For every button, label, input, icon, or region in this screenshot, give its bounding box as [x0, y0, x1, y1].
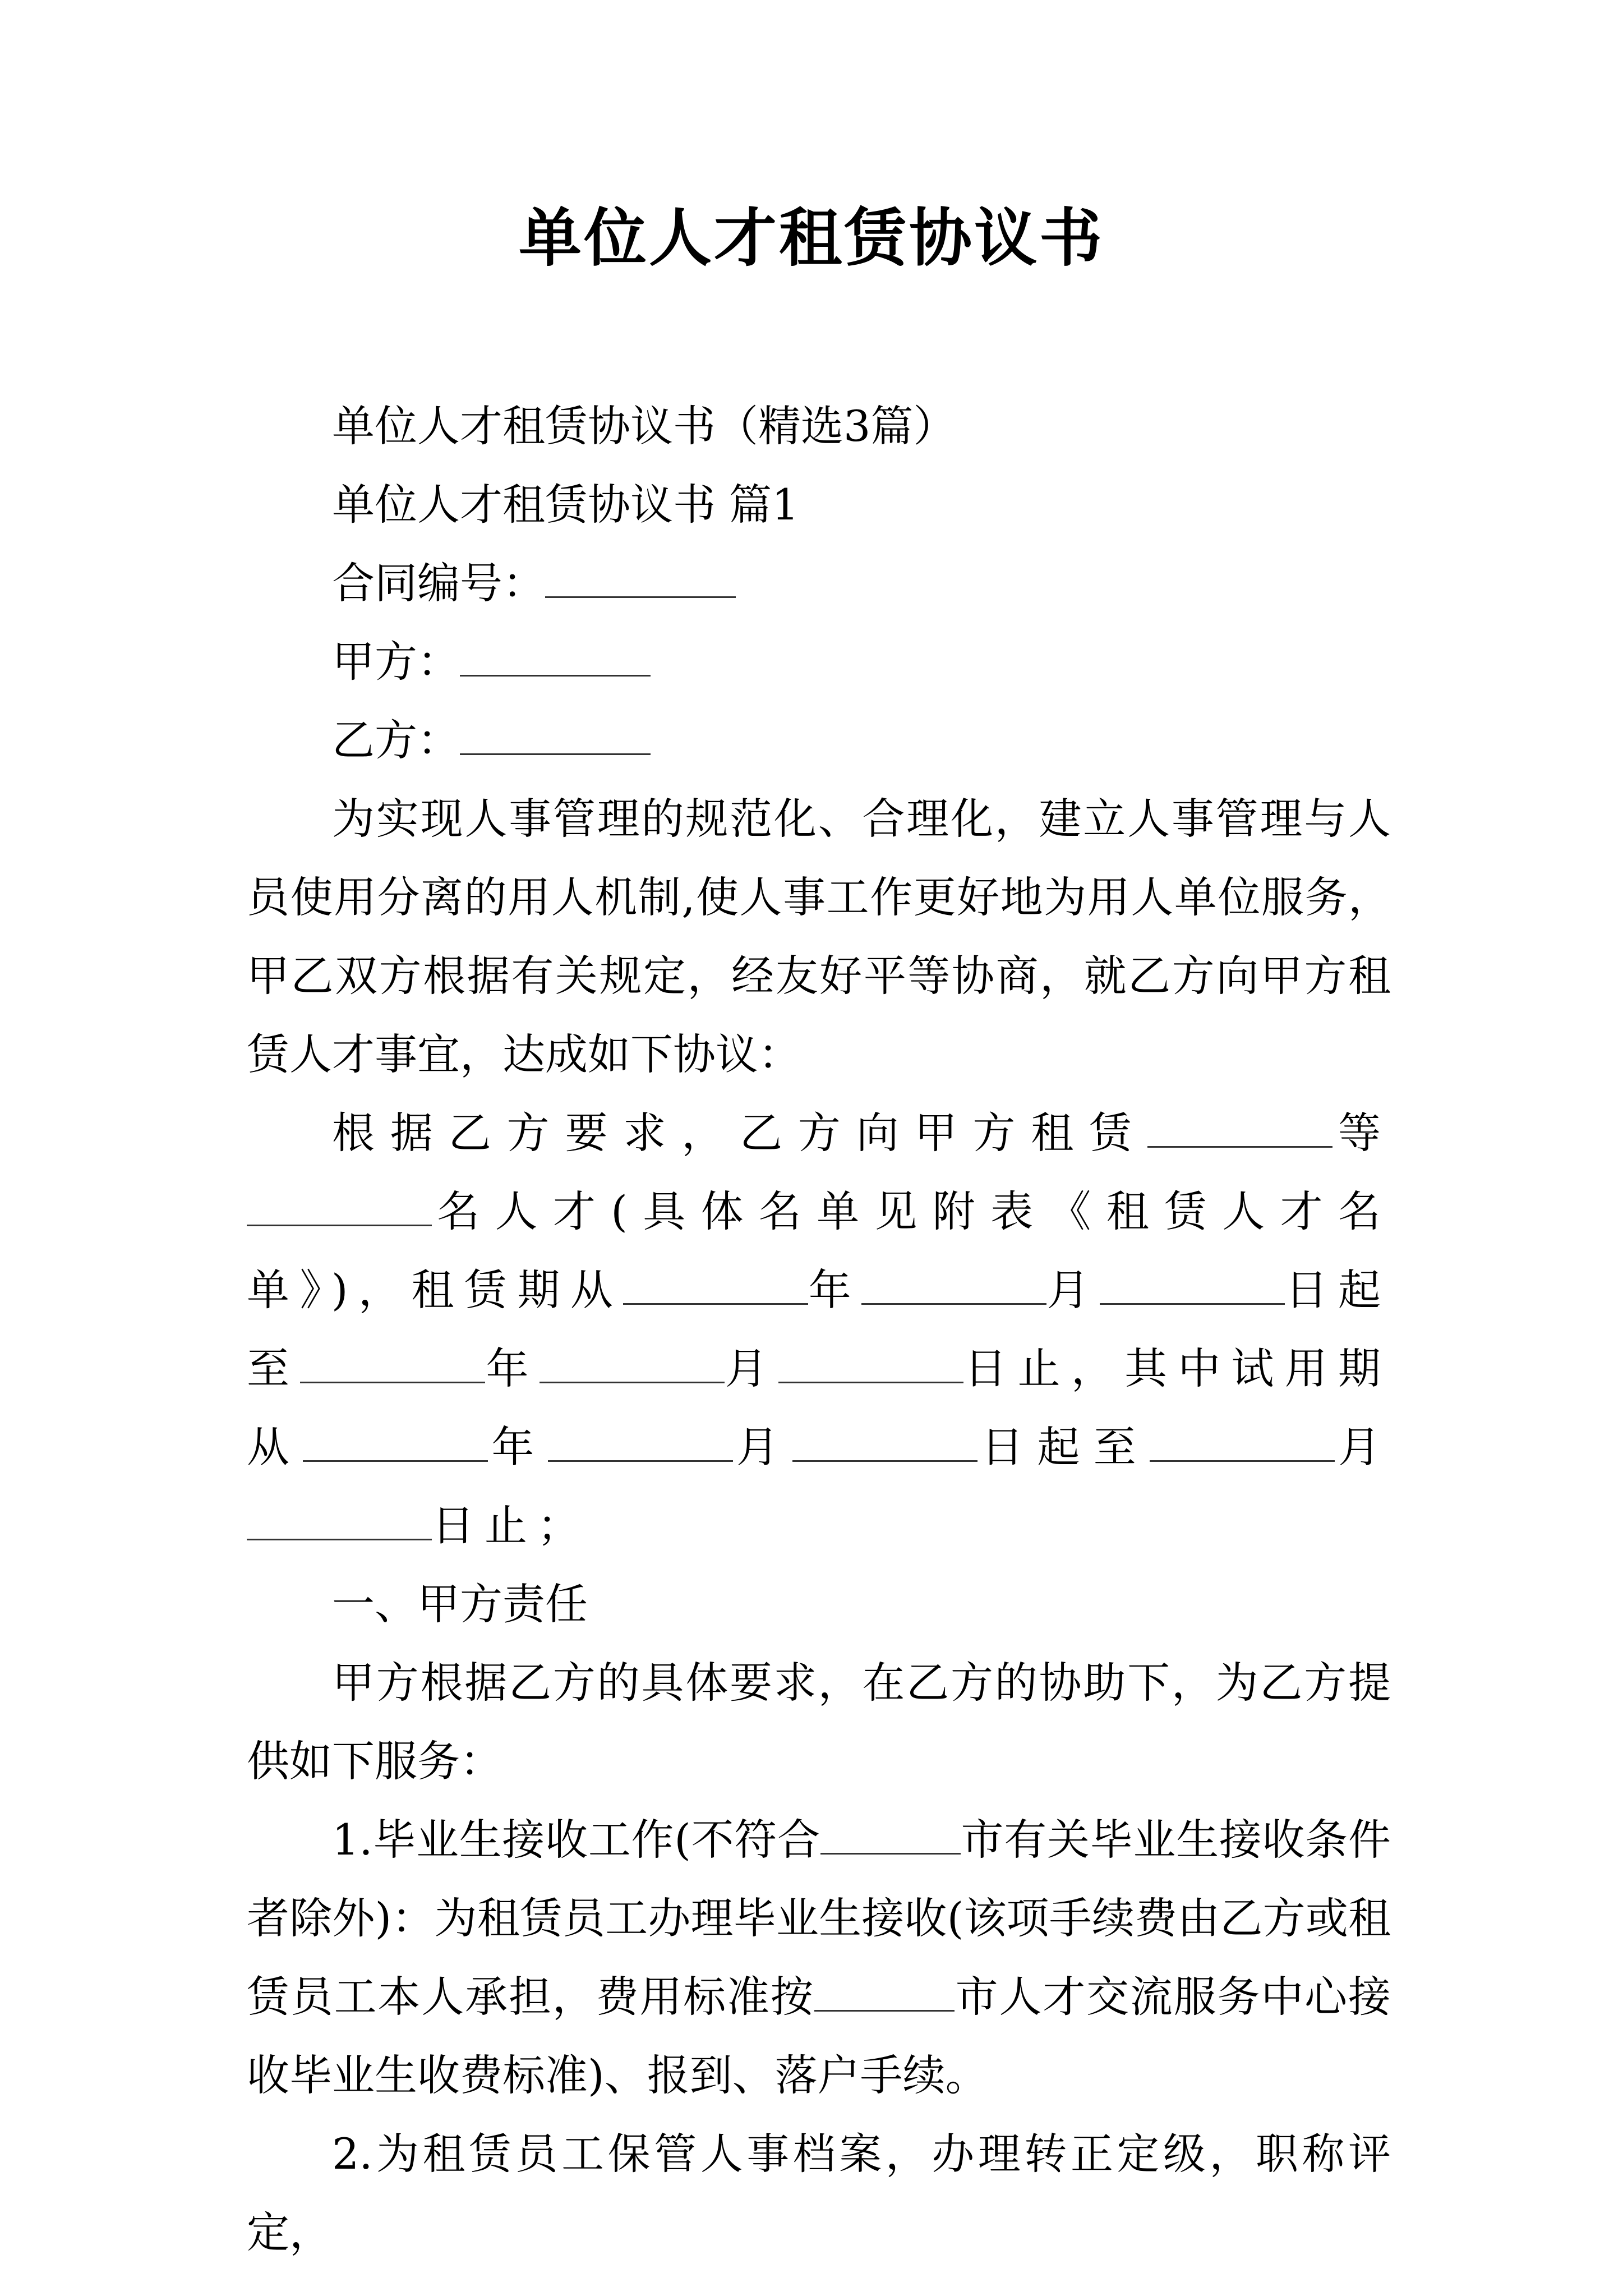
blank: [861, 1265, 1046, 1305]
term-text: 日止，其中试用期从: [247, 1343, 1391, 1472]
blank: [540, 1343, 725, 1383]
term-text: 年: [488, 1422, 548, 1472]
party-a-blank: [460, 637, 651, 677]
section-heading: 一、甲方责任: [332, 1579, 588, 1629]
section-lead-paragraph: 甲方根据乙方的具体要求，在乙方的协助下，为乙方提供如下服务：: [247, 1658, 1391, 1786]
document-body: [247, 387, 1391, 2272]
term-text: 月: [724, 1343, 779, 1393]
term-text: 月: [1334, 1422, 1391, 1472]
term-text: 等: [1332, 1108, 1391, 1158]
contract-number-line: [247, 544, 1391, 623]
blank: [1100, 1265, 1285, 1305]
blank: [623, 1265, 808, 1305]
term-text: 日止；: [432, 1501, 590, 1550]
term-text: 根据乙方要求，乙方向甲方租赁: [332, 1108, 1148, 1158]
blank: [548, 1422, 733, 1462]
party-a-line: [247, 623, 1391, 701]
item-text: 1.毕业生接收工作(不符合: [332, 1815, 820, 1865]
term-text: 年: [808, 1265, 862, 1315]
party-b-label: 乙方：: [332, 715, 460, 765]
party-a-label: 甲方：: [332, 637, 460, 687]
contract-number-blank: [545, 558, 736, 598]
blank: [792, 1422, 978, 1462]
term-text: 年: [485, 1343, 540, 1393]
item-1-paragraph: [247, 1801, 1391, 2115]
term-text: 月: [1046, 1265, 1100, 1315]
term-paragraph: [247, 1094, 1391, 1565]
term-text: 月: [732, 1422, 793, 1472]
blank: [247, 1501, 432, 1540]
item-text: 市人才交流服务中心接收毕业生收费标准)、报到、落户手续。: [247, 1972, 1391, 2100]
blank: [300, 1343, 485, 1383]
item-2-paragraph: 2.为租赁员工保管人事档案，办理转正定级，职称评定，: [247, 2129, 1391, 2257]
page-title: 单位人才租赁协议书: [519, 201, 1104, 275]
term-text: 名人才(具体名单见附表《租赁人才名单》)，租赁期从: [247, 1186, 1391, 1315]
term-text: 日起至: [247, 1265, 1391, 1393]
party-b-blank: [460, 715, 651, 755]
blank: [1150, 1422, 1335, 1462]
intro-paragraph: 为实现人事管理的规范化、合理化，建立人事管理与人员使用分离的用人机制,使人事工作更好地为用人单位服务，甲乙双方根据有关规定，经友好平等协商，就乙方向甲方租赁人才事宜，达成如下协议：: [247, 794, 1391, 1079]
blank: [303, 1422, 488, 1462]
blank: [1147, 1108, 1332, 1148]
chapter-heading: 单位人才租赁协议书 篇1: [332, 480, 799, 530]
contract-number-label: 合同编号：: [332, 558, 545, 608]
blank: [814, 1972, 955, 2012]
blank: [778, 1343, 963, 1383]
subtitle: 单位人才租赁协议书（精选3篇）: [332, 401, 956, 451]
blank: [820, 1815, 961, 1855]
term-text: 日起至: [978, 1422, 1150, 1472]
party-b-line: [247, 701, 1391, 780]
item-text: 市有关毕业生接收条件者除外)：为租赁员工办理毕业生接收(该项手续费由乙方或租赁员工本人承担，费用标准按: [247, 1815, 1391, 2022]
blank: [247, 1186, 432, 1226]
